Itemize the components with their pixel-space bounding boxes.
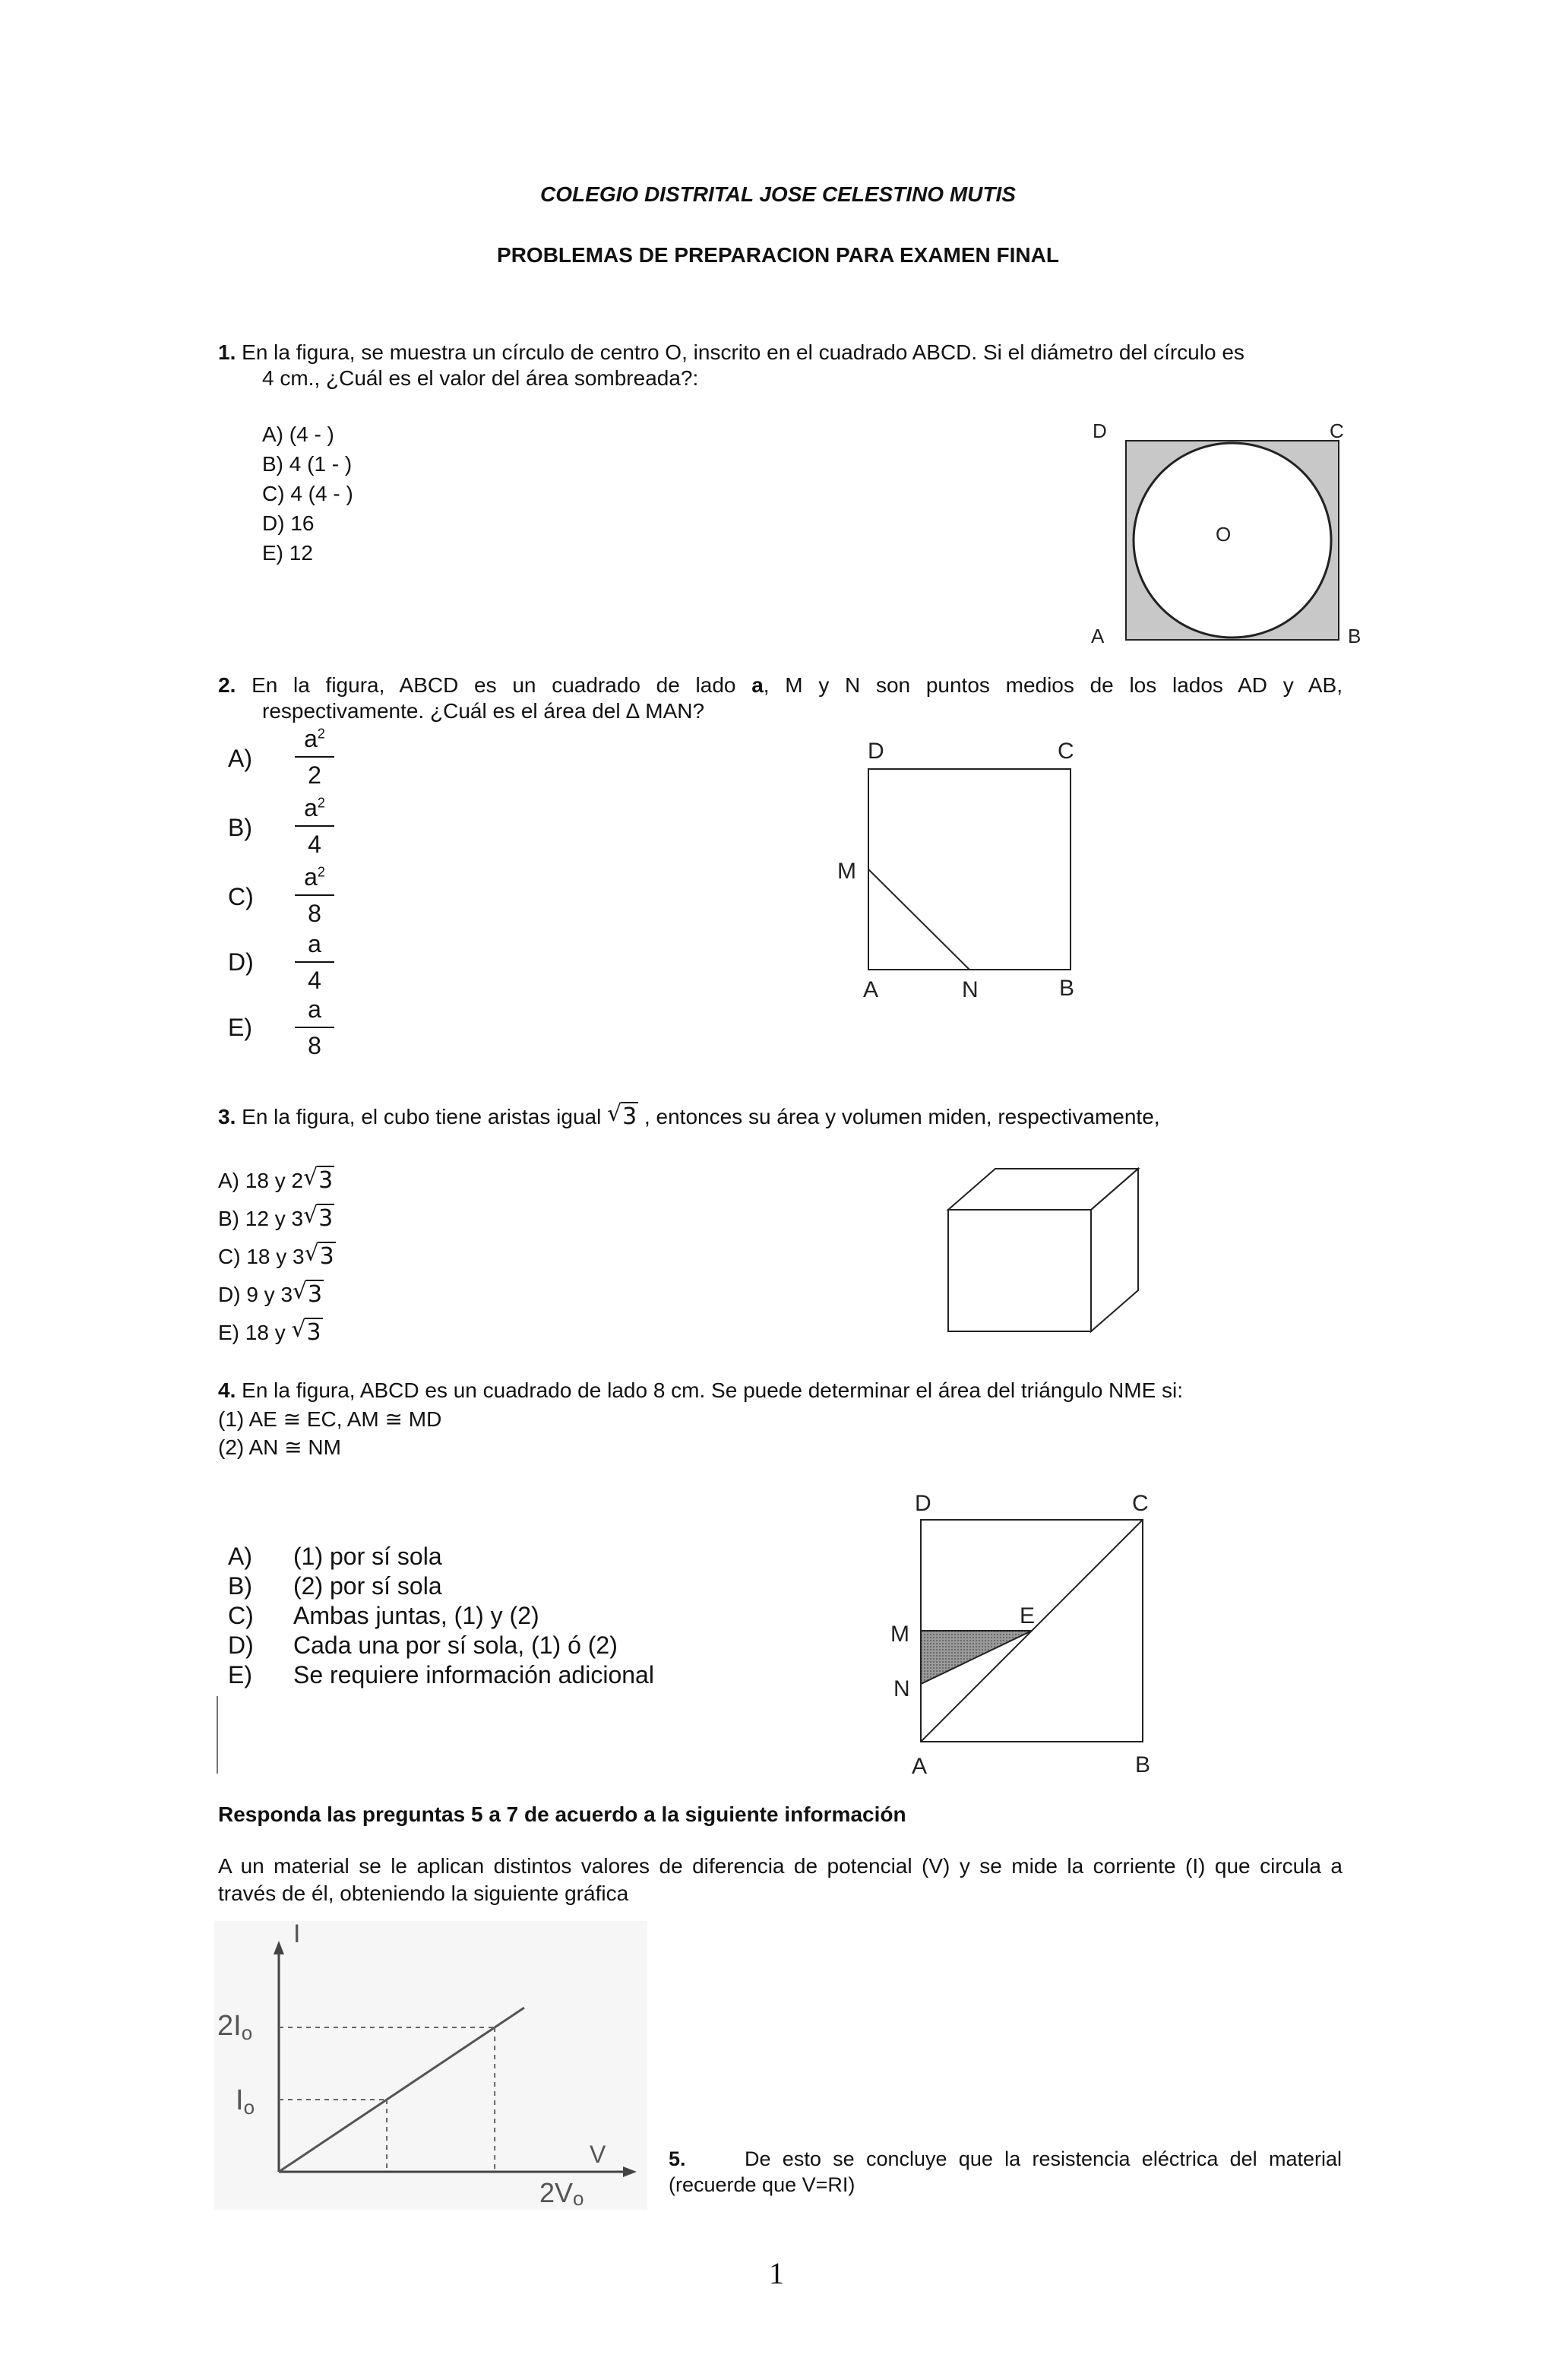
q2-number: 2. xyxy=(218,673,236,697)
shaded-triangle-nme xyxy=(921,1631,1032,1684)
q2-c-num: a xyxy=(304,863,318,891)
label-b: B xyxy=(1135,1752,1151,1777)
q4-e-text: Se requiere información adicional xyxy=(293,1661,654,1688)
q3-option-c xyxy=(218,1240,336,1270)
q2-option-c-fraction xyxy=(295,862,334,929)
label-c: C xyxy=(1132,1491,1149,1516)
label-d: D xyxy=(1093,419,1107,442)
q3-line xyxy=(218,1100,1160,1130)
q2-d-den: 4 xyxy=(308,967,321,994)
margin-bar xyxy=(217,1696,218,1774)
y-tick-2-main: 2I xyxy=(217,2010,242,2042)
q4-option-b xyxy=(228,1572,442,1600)
label-m: M xyxy=(837,859,856,884)
q2-line1 xyxy=(218,673,1343,698)
q4-option-c xyxy=(228,1602,539,1630)
school-title: COLEGIO DISTRITAL JOSE CELESTINO MUTIS xyxy=(540,182,1016,206)
q3-d-sqrt: √ 3 xyxy=(293,1278,323,1308)
cube-top-face xyxy=(948,1169,1138,1210)
q4-c-text: Ambas juntas, (1) y (2) xyxy=(293,1602,539,1629)
q2-option-a-label: A) xyxy=(228,745,252,772)
q3-number: 3. xyxy=(218,1105,236,1128)
q3-a-sqrt: √ 3 xyxy=(303,1164,334,1194)
label-a: A xyxy=(863,977,879,1002)
q1-text-line1: En la figura, se muestra un círculo de centro O, inscrito en el cuadrado ABCD. Si el diámetro del círculo es xyxy=(242,340,1244,364)
q2-text-line2: respectivamente. ¿Cuál es el área del ∆ MAN? xyxy=(262,699,705,723)
label-m: M xyxy=(890,1622,909,1647)
q3-text-a: En la figura, el cubo tiene aristas igual xyxy=(242,1105,602,1128)
page-number: 1 xyxy=(769,2256,784,2290)
q2-option-d-label: D) xyxy=(228,948,254,976)
q2-figure xyxy=(828,730,1102,1011)
q3-radicand: 3 xyxy=(622,1103,637,1130)
q2-option-a-fraction xyxy=(295,723,334,790)
q2-d-num: a xyxy=(308,930,321,957)
q1-option-e: E) 12 xyxy=(262,541,313,565)
q2-c-den: 8 xyxy=(308,900,321,927)
q4-d-label: D) xyxy=(228,1632,254,1659)
q3-cube-figure xyxy=(942,1163,1147,1337)
q2-text-a: En la figura, ABCD es un cuadrado de lado xyxy=(251,673,736,697)
label-b: B xyxy=(1348,625,1362,647)
cube-front-face xyxy=(948,1210,1091,1331)
q3-e-sqrt: √ 3 xyxy=(291,1316,321,1346)
q3-option-e xyxy=(218,1316,323,1346)
q1-option-b: B) 4 (1 - ) xyxy=(262,452,353,476)
q3-b-radicand: 3 xyxy=(318,1205,334,1232)
q2-a-exp: 2 xyxy=(317,726,325,742)
q4-b-text: (2) por sí sola xyxy=(293,1572,442,1600)
square-abcd xyxy=(868,769,1071,970)
label-a: A xyxy=(1091,625,1105,647)
q2-b-num: a xyxy=(304,794,318,821)
q3-b-label: B) 12 y 3 xyxy=(218,1207,304,1230)
q3-c-radicand: 3 xyxy=(319,1243,334,1270)
q4-d-text: Cada una por sí sola, (1) ó (2) xyxy=(293,1632,618,1659)
q4-b-label: B) xyxy=(228,1572,252,1600)
label-a: A xyxy=(912,1754,928,1779)
segment-mn xyxy=(868,869,969,970)
q2-option-e-label: E) xyxy=(228,1014,252,1041)
q4-condition-2: (2) AN ≅ NM xyxy=(218,1435,341,1459)
q4-option-a xyxy=(228,1543,442,1571)
q3-a-label: A) 18 y 2 xyxy=(218,1169,304,1192)
q5-text-line1: De esto se concluye que la resistencia eléctrica del material xyxy=(745,2147,1342,2170)
q4-option-d xyxy=(228,1632,618,1660)
label-o: O xyxy=(1216,523,1232,546)
section-heading: Responda las preguntas 5 a 7 de acuerdo a la siguiente información xyxy=(218,1802,906,1826)
q5-text-line2: (recuerde que V=RI) xyxy=(669,2173,855,2196)
q2-e-den: 8 xyxy=(308,1032,321,1059)
q4-a-text: (1) por sí sola xyxy=(293,1543,442,1570)
q4-text: En la figura, ABCD es un cuadrado de lado 8 cm. Se puede determinar el área del triángulo NME si: xyxy=(242,1378,1184,1402)
label-c: C xyxy=(1058,739,1074,764)
label-e: E xyxy=(1020,1603,1036,1628)
q3-option-d xyxy=(218,1278,324,1308)
label-n: N xyxy=(893,1676,910,1701)
q4-c-label: C) xyxy=(228,1602,254,1629)
label-b: B xyxy=(1059,976,1075,1001)
x-axis-label: V xyxy=(590,2141,606,2168)
q3-c-sqrt: √ 3 xyxy=(304,1240,334,1270)
q2-text-b: , M y N son puntos medios de los lados AD y AB, xyxy=(763,673,1343,697)
q2-option-e-fraction xyxy=(295,994,334,1061)
y-tick-1-main: I xyxy=(236,2084,244,2116)
y-tick-2-sub: o xyxy=(241,2021,253,2044)
q4-a-label: A) xyxy=(228,1543,252,1570)
q2-a-num: a xyxy=(304,725,318,752)
q3-d-radicand: 3 xyxy=(308,1281,323,1308)
q2-text-bold: a xyxy=(751,673,764,697)
q2-option-d-fraction xyxy=(295,929,334,995)
q2-option-c-label: C) xyxy=(228,883,254,910)
q3-text-b: , entonces su área y volumen miden, respectivamente, xyxy=(644,1105,1160,1128)
section-intro-line2: través de él, obteniendo la siguiente gráfica xyxy=(218,1882,629,1905)
x-tick-main: 2V xyxy=(539,2177,574,2208)
q3-a-radicand: 3 xyxy=(318,1167,334,1194)
cube-side-face xyxy=(1091,1169,1138,1331)
q3-sqrt: √ 3 xyxy=(607,1100,637,1130)
q4-line xyxy=(218,1378,1183,1403)
q1-line1 xyxy=(218,340,1244,365)
label-c: C xyxy=(1330,419,1344,442)
q3-e-label: E) 18 y xyxy=(218,1321,292,1344)
q4-number: 4. xyxy=(218,1378,236,1402)
q3-option-a xyxy=(218,1164,334,1194)
q2-e-num: a xyxy=(308,995,321,1023)
q3-b-sqrt: √ 3 xyxy=(303,1202,334,1232)
section-intro-line1: A un material se le aplican distintos valores de diferencia de potencial (V) y se mide la corriente (I) que circula a xyxy=(218,1854,1343,1878)
label-n: N xyxy=(962,977,979,1002)
label-d: D xyxy=(915,1491,931,1516)
x-tick-sub: o xyxy=(573,2187,584,2210)
q4-condition-1: (1) AE ≅ EC, AM ≅ MD xyxy=(218,1407,442,1431)
q3-c-label: C) 18 y 3 xyxy=(218,1245,305,1268)
q3-e-radicand: 3 xyxy=(306,1319,321,1346)
q2-option-b-fraction xyxy=(295,793,334,859)
q5-line1 xyxy=(669,2147,1342,2171)
inscribed-circle xyxy=(1134,443,1331,638)
q3-option-b xyxy=(218,1202,334,1232)
page-subtitle: PROBLEMAS DE PREPARACION PARA EXAMEN FINAL xyxy=(497,243,1059,267)
q4-figure xyxy=(881,1482,1170,1786)
q4-option-e xyxy=(228,1661,654,1689)
q2-b-den: 4 xyxy=(308,831,321,858)
q2-c-exp: 2 xyxy=(317,864,325,880)
iv-graph xyxy=(214,1921,647,2210)
q1-number: 1. xyxy=(218,340,236,364)
q1-option-c: C) 4 (4 - ) xyxy=(262,482,353,505)
q2-option-b-label: B) xyxy=(228,814,252,841)
y-axis-label: I xyxy=(293,1921,301,1948)
y-tick-1-sub: o xyxy=(243,2096,255,2119)
q5-number: 5. xyxy=(669,2147,686,2170)
q1-figure xyxy=(1079,410,1375,654)
q1-option-d: D) 16 xyxy=(262,511,315,535)
q2-b-exp: 2 xyxy=(317,795,325,811)
q4-e-label: E) xyxy=(228,1661,252,1688)
q2-a-den: 2 xyxy=(308,761,321,789)
q3-d-label: D) 9 y 3 xyxy=(218,1283,293,1306)
q1-text-line2: 4 cm., ¿Cuál es el valor del área sombreada?: xyxy=(262,366,699,390)
label-d: D xyxy=(868,739,884,764)
q1-option-a: A) (4 - ) xyxy=(262,423,334,446)
